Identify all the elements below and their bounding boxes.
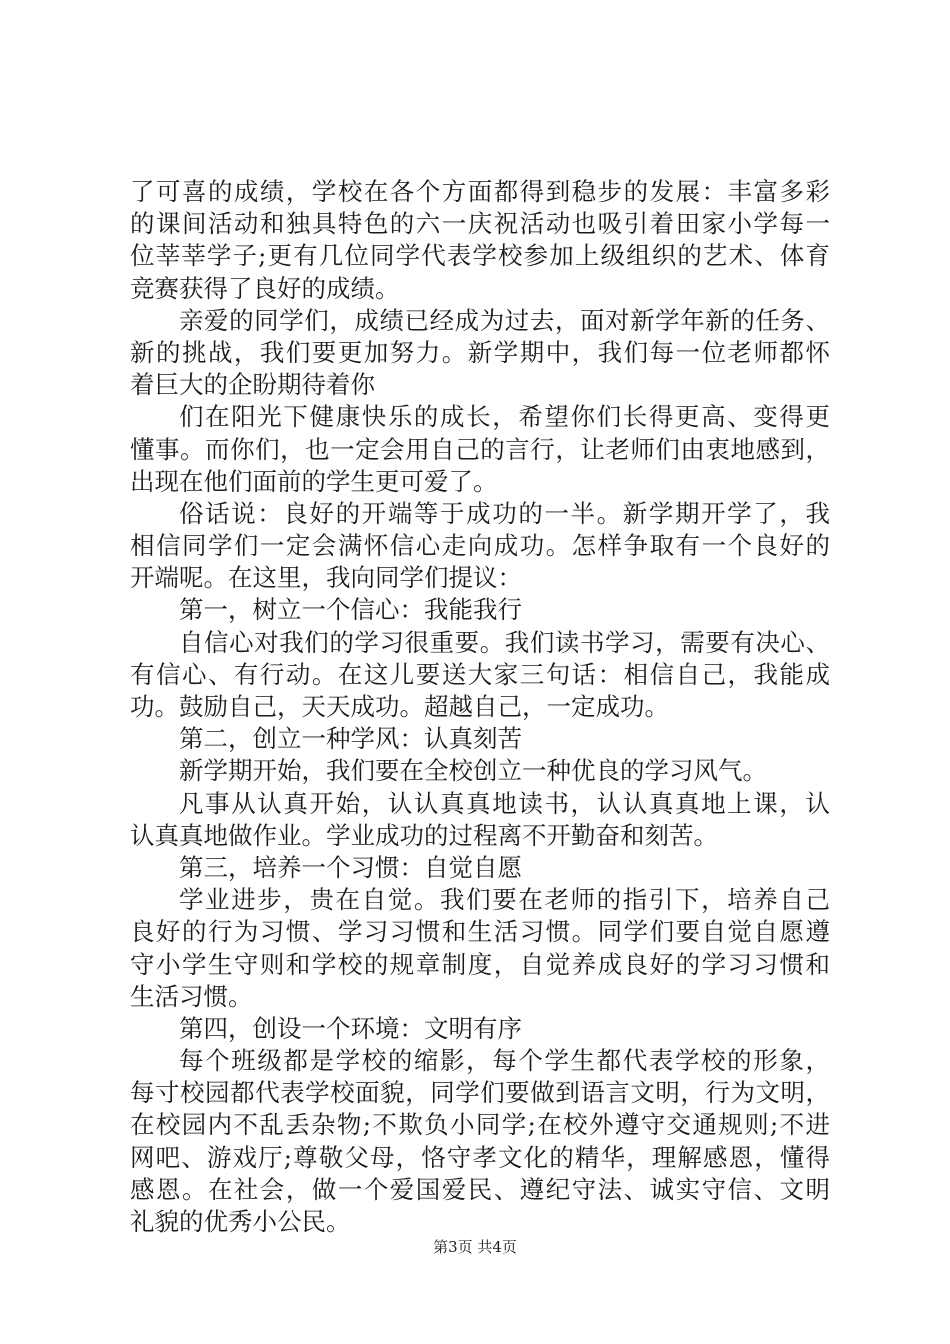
text-line: 位莘莘学子;更有几位同学代表学校参加上级组织的艺术、体育: [130, 241, 830, 271]
text-line: 开端呢。在这里，我向同学们提议：: [130, 563, 522, 593]
text-line: 第二，创立一种学风：认真刻苦: [179, 724, 522, 754]
text-line: 认真真地做作业。学业成功的过程离不开勤奋和刻苦。: [130, 820, 718, 850]
text-line: 每个班级都是学校的缩影，每个学生都代表学校的形象，: [179, 1046, 830, 1076]
text-line: 新学期开始，我们要在全校创立一种优良的学习风气。: [179, 756, 767, 786]
text-line: 们在阳光下健康快乐的成长，希望你们长得更高、变得更: [179, 402, 830, 432]
text-line: 出现在他们面前的学生更可爱了。: [130, 466, 498, 496]
text-line: 功。鼓励自己，天天成功。超越自己，一定成功。: [130, 692, 669, 721]
text-line: 俗话说：良好的开端等于成功的一半。新学期开学了，我: [179, 498, 830, 528]
text-line: 学业进步，贵在自觉。我们要在老师的指引下，培养自己: [179, 885, 830, 915]
text-line: 第一，树立一个信心：我能我行: [179, 595, 522, 625]
text-line: 生活习惯。: [130, 981, 253, 1011]
text-line: 守小学生守则和学校的规章制度，自觉养成良好的学习习惯和: [130, 949, 830, 979]
text-line: 第三，培养一个习惯：自觉自愿: [179, 852, 522, 882]
text-line: 懂事。而你们，也一定会用自己的言行，让老师们由衷地感到，: [130, 434, 830, 464]
text-line: 网吧、游戏厅;尊敬父母，恪守孝文化的精华，理解感恩，懂得: [130, 1142, 830, 1172]
page-footer: 第3页 共4页: [433, 1238, 517, 1256]
text-line: 竞赛获得了良好的成绩。: [130, 273, 400, 303]
text-line: 每寸校园都代表学校面貌，同学们要做到语言文明，行为文明，: [130, 1078, 830, 1108]
text-line: 有信心、有行动。在这儿要送大家三句话：相信自己，我能成: [130, 659, 830, 689]
text-line: 凡事从认真开始，认认真真地读书，认认真真地上课，认: [179, 788, 830, 818]
text-line: 着巨大的企盼期待着你: [130, 370, 375, 400]
text-line: 礼貌的优秀小公民。: [130, 1207, 351, 1236]
text-line: 相信同学们一定会满怀信心走向成功。怎样争取有一个良好的: [130, 531, 830, 561]
text-line: 亲爱的同学们，成绩已经成为过去，面对新学年新的任务、: [179, 305, 830, 335]
text-line: 良好的行为习惯、学习习惯和生活习惯。同学们要自觉自愿遵: [130, 917, 830, 947]
text-line: 第四，创设一个环境：文明有序: [179, 1013, 522, 1043]
text-line: 新的挑战，我们要更加努力。新学期中，我们每一位老师都怀: [130, 337, 830, 367]
text-line: 的课间活动和独具特色的六一庆祝活动也吸引着田家小学每一: [130, 209, 830, 239]
document-body: [130, 176, 830, 1238]
text-line: 了可喜的成绩，学校在各个方面都得到稳步的发展：丰富多彩: [130, 177, 830, 206]
text-line: 自信心对我们的学习很重要。我们读书学习，需要有决心、: [179, 627, 830, 657]
text-line: 感恩。在社会，做一个爱国爱民、遵纪守法、诚实守信、文明: [130, 1174, 830, 1204]
text-line: 在校园内不乱丢杂物;不欺负小同学;在校外遵守交通规则;不进: [130, 1110, 830, 1140]
